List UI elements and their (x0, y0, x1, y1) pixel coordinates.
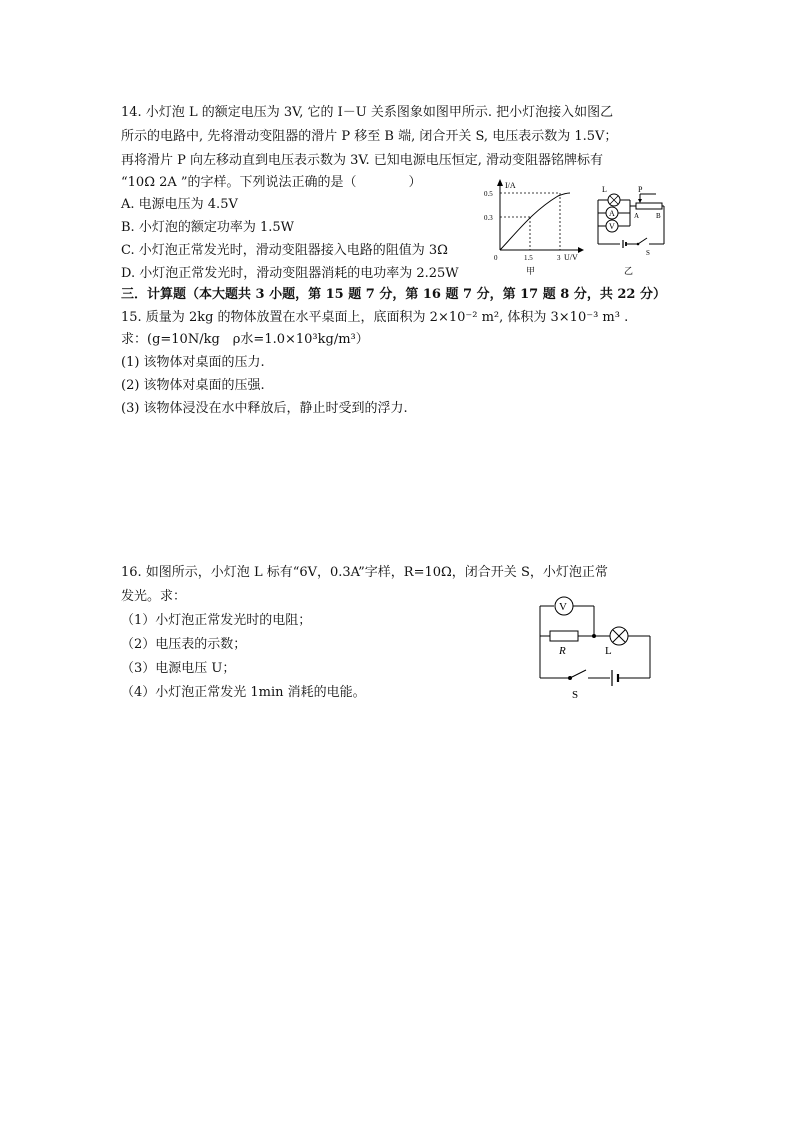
y-axis-label: I/A (505, 181, 516, 190)
series-circuit (532, 594, 658, 702)
q16-part-1: （1）小灯泡正常发光时的电阻； (121, 613, 312, 628)
y-tick-05: 0.5 (484, 190, 493, 198)
q14-option-a: A. 电源电压为 4.5V (121, 197, 238, 212)
switch-blade (638, 238, 647, 244)
end-b-label: B (656, 212, 661, 220)
ammeter-label: A (609, 209, 615, 218)
switch-label: S (646, 249, 650, 257)
switch-blade (570, 670, 586, 678)
section-heading: 三．计算题（本大题共 3 小题，第 15 题 7 分，第 16 题 7 分，第 17 题 8 分，共 22 分） (121, 287, 666, 302)
x-axis-arrow (578, 247, 584, 253)
q14-line-1: 14. 小灯泡 L 的额定电压为 3V, 它的 I－U 关系图象如图甲所示. 把小灯泡接入如图乙 (121, 105, 614, 120)
origin-label: 0 (494, 254, 498, 262)
q14-line-2: 所示的电路中, 先将滑动变阻器的滑片 P 移至 B 端, 闭合开关 S, 电压表示数为 1.5V； (121, 129, 618, 144)
slider-label: P (638, 185, 643, 194)
q16-part-2: （2）电压表的示数； (121, 637, 247, 652)
iu-graph (478, 176, 588, 276)
q16-line-1: 16. 如图所示，小灯泡 L 标有“6V，0.3A”字样，R=10Ω，闭合开关 S，小灯泡正常 (121, 565, 608, 580)
q15-line-1: 15. 质量为 2kg 的物体放置在水平桌面上，底面积为 2×10⁻² m², 体积为 3×10⁻³ m³ . (121, 310, 629, 325)
q14-option-b: B. 小灯泡的额定功率为 1.5W (121, 220, 294, 235)
voltmeter-label: V (559, 601, 567, 613)
q15-part-3: (3) 该物体浸没在水中释放后，静止时受到的浮力. (121, 401, 408, 416)
q15-part-1: (1) 该物体对桌面的压力. (121, 355, 265, 370)
q14-option-d: D. 小灯泡正常发光时，滑动变阻器消耗的电功率为 2.25W (121, 266, 459, 281)
lamp-label: L (602, 185, 607, 194)
end-a-label: A (634, 212, 640, 220)
circuit-caption: 乙 (624, 266, 634, 276)
q14-line-3: 再将滑片 P 向左移动直到电压表示数为 3V. 已知电源电压恒定, 滑动变阻器铭牌标有 (121, 153, 604, 168)
lamp-label: L (605, 645, 612, 657)
voltmeter-label: V (609, 222, 615, 231)
q16-part-3: （3）电源电压 U； (121, 661, 236, 676)
q14-line-4: “10Ω 2A ”的字样。下列说法正确的是（ ） (121, 175, 422, 190)
x-axis-label: U/V (564, 253, 578, 262)
q16-part-4: （4）小灯泡正常发光 1min 消耗的电能。 (121, 685, 366, 700)
x-tick-15: 1.5 (524, 254, 533, 262)
iu-curve (500, 193, 570, 250)
x-tick-3: 3 (557, 254, 561, 262)
junction-dot (592, 634, 596, 638)
q14-option-c: C. 小灯泡正常发光时，滑动变阻器接入电路的阻值为 3Ω (121, 243, 448, 258)
resistor (550, 631, 578, 641)
rheostat (636, 203, 662, 209)
slider-circuit (590, 182, 672, 278)
y-tick-03: 0.3 (484, 214, 493, 222)
q16-line-2: 发光。求： (121, 589, 187, 604)
slider-arrow (638, 199, 642, 203)
graph-caption: 甲 (526, 266, 536, 276)
q15-line-2: 求：(g=10N/kg ρ水=1.0×10³kg/m³） (121, 332, 369, 347)
switch-contact (637, 243, 640, 246)
resistor-label: R (559, 645, 566, 657)
y-axis-arrow (497, 179, 503, 186)
q15-part-2: (2) 该物体对桌面的压强. (121, 378, 265, 393)
switch-label: S (572, 689, 579, 701)
